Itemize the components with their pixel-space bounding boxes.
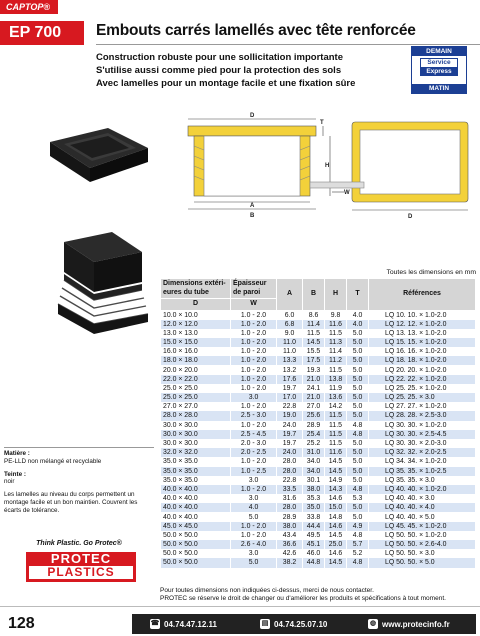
cell-a: 19.7 [277, 439, 303, 448]
feature-line: S'utilise aussi comme pied pour la protection des sols [96, 65, 342, 76]
cell-b: 35.0 [303, 503, 325, 512]
cell-h: 13.6 [325, 393, 347, 402]
cell-a: 11.0 [277, 338, 303, 347]
cell-h: 14.3 [325, 485, 347, 494]
cell-dimensions: 20.0 × 20.0 [161, 365, 231, 374]
table-row [161, 347, 476, 356]
cell-dimensions: 25.0 × 25.0 [161, 393, 231, 402]
cell-a: 33.5 [277, 485, 303, 494]
cell-h: 14.5 [325, 531, 347, 540]
cell-dimensions: 50.0 × 50.0 [161, 558, 231, 567]
cell-b: 33.8 [303, 512, 325, 521]
footer-divider [0, 606, 480, 607]
cell-t: 5.0 [347, 467, 369, 476]
cell-thickness: 1.0 - 2.0 [231, 347, 277, 356]
cell-thickness: 1.0 - 2.0 [231, 485, 277, 494]
cell-h: 11.3 [325, 338, 347, 347]
table-row [161, 365, 476, 374]
badge-express: Express [420, 68, 458, 76]
col-references: Références [369, 279, 476, 311]
cell-t: 4.0 [347, 310, 369, 320]
cell-reference: LQ 25. 25. × 1.0-2.0 [369, 384, 476, 393]
cell-h: 14.6 [325, 522, 347, 531]
cell-a: 28.0 [277, 503, 303, 512]
units-note: Toutes les dimensions en mm [386, 269, 476, 276]
cell-t: 5.0 [347, 329, 369, 338]
cell-a: 36.6 [277, 540, 303, 549]
cell-b: 49.5 [303, 531, 325, 540]
cell-dimensions: 35.0 × 35.0 [161, 457, 231, 466]
cell-h: 11.5 [325, 411, 347, 420]
table-row [161, 476, 476, 485]
series-badge: CAPTOP® [0, 0, 58, 14]
brand-logo [26, 552, 136, 582]
feature-list [96, 51, 396, 90]
cell-b: 34.0 [303, 467, 325, 476]
table-row [161, 448, 476, 457]
cell-a: 9.0 [277, 329, 303, 338]
website-link[interactable]: www.protecinfo.fr [382, 619, 450, 629]
phone-item [150, 619, 217, 629]
cell-dimensions: 28.0 × 28.0 [161, 411, 231, 420]
description: Les lamelles au niveau du corps permettent un montage facile et un bon maintien. Couvrent les écarts de tolérance. [4, 491, 138, 514]
cell-t: 4.0 [347, 320, 369, 329]
cell-t: 5.2 [347, 549, 369, 558]
cell-thickness: 2.5 - 3.0 [231, 411, 277, 420]
table-row [161, 549, 476, 558]
cell-thickness: 1.0 - 2.5 [231, 467, 277, 476]
cell-t: 4.8 [347, 421, 369, 430]
cell-reference: LQ 30. 30. × 1.0-2.0 [369, 421, 476, 430]
cell-t: 5.0 [347, 365, 369, 374]
cell-reference: LQ 27. 27. × 1.0-2.0 [369, 402, 476, 411]
cell-b: 25.2 [303, 439, 325, 448]
table-row [161, 338, 476, 347]
cell-h: 11.5 [325, 365, 347, 374]
cell-t: 5.0 [347, 512, 369, 521]
feature-line: Avec lamelles pour un montage facile et une fixation sûre [96, 78, 356, 89]
table-row [161, 402, 476, 411]
cell-thickness: 1.0 - 2.0 [231, 320, 277, 329]
cell-b: 14.5 [303, 338, 325, 347]
cell-b: 17.5 [303, 356, 325, 365]
cell-dimensions: 30.0 × 30.0 [161, 430, 231, 439]
cell-reference: LQ 18. 18. × 1.0-2.0 [369, 356, 476, 365]
table-row [161, 531, 476, 540]
cell-t: 5.0 [347, 457, 369, 466]
cell-b: 15.5 [303, 347, 325, 356]
cell-reference: LQ 40. 40. × 4.0 [369, 503, 476, 512]
dim-label-b: B [250, 213, 255, 219]
cell-thickness: 1.0 - 2.0 [231, 402, 277, 411]
contact-bar [132, 614, 476, 634]
cell-a: 24.0 [277, 448, 303, 457]
material-info [4, 447, 154, 515]
dim-label-h: H [325, 163, 330, 169]
subcol-d: D [161, 299, 231, 311]
cell-dimensions: 32.0 × 32.0 [161, 448, 231, 457]
badge-top: DEMAIN [412, 47, 466, 56]
cell-thickness: 2.5 - 4.5 [231, 430, 277, 439]
cell-reference: LQ 15. 15. × 1.0-2.0 [369, 338, 476, 347]
cell-t: 5.0 [347, 347, 369, 356]
cell-h: 9.8 [325, 310, 347, 320]
cell-b: 35.3 [303, 494, 325, 503]
cell-thickness: 3.0 [231, 393, 277, 402]
cell-reference: LQ 50. 50. × 1.0-2.0 [369, 531, 476, 540]
cell-reference: LQ 30. 30. × 2.5-4.5 [369, 430, 476, 439]
product-photo-lamellae [34, 230, 154, 345]
cell-t: 4.8 [347, 430, 369, 439]
cell-b: 25.6 [303, 411, 325, 420]
cell-reference: LQ 28. 28. × 2.5-3.0 [369, 411, 476, 420]
cell-t: 4.8 [347, 485, 369, 494]
cell-reference: LQ 35. 35. × 3.0 [369, 476, 476, 485]
cell-h: 14.6 [325, 494, 347, 503]
phone-number[interactable]: 04.74.47.12.11 [164, 619, 217, 629]
cell-thickness: 3.0 [231, 476, 277, 485]
footer-note: PROTEC se réserve le droit de changer ou d'améliorer les produits et spécifications à tout moment. [160, 595, 446, 602]
cell-dimensions: 50.0 × 50.0 [161, 540, 231, 549]
cell-reference: LQ 34. 34. × 1.0-2.0 [369, 457, 476, 466]
badge-bottom: MATIN [412, 84, 466, 93]
col-dimensions: Dimensions extéri-eures du tube [161, 279, 231, 299]
cell-b: 30.1 [303, 476, 325, 485]
cell-h: 14.5 [325, 558, 347, 567]
table-row [161, 494, 476, 503]
cell-b: 38.0 [303, 485, 325, 494]
product-code: EP 700 [0, 21, 84, 45]
cell-thickness: 1.0 - 2.0 [231, 310, 277, 320]
table-row [161, 430, 476, 439]
cell-t: 4.8 [347, 558, 369, 567]
cell-a: 11.0 [277, 347, 303, 356]
table-row [161, 310, 476, 320]
cell-reference: LQ 30. 30. × 2.0-3.0 [369, 439, 476, 448]
cell-dimensions: 18.0 × 18.0 [161, 356, 231, 365]
cell-reference: LQ 25. 25. × 3.0 [369, 393, 476, 402]
dimensions-table [160, 278, 476, 568]
cell-a: 24.0 [277, 421, 303, 430]
cell-h: 13.8 [325, 375, 347, 384]
header-divider [96, 44, 480, 45]
dim-label-a: A [250, 203, 255, 209]
cell-reference: LQ 35. 35. × 1.0-2.5 [369, 467, 476, 476]
cell-b: 21.0 [303, 375, 325, 384]
cell-dimensions: 22.0 × 22.0 [161, 375, 231, 384]
cell-thickness: 1.0 - 2.0 [231, 338, 277, 347]
table-row [161, 320, 476, 329]
cell-thickness: 1.0 - 2.0 [231, 356, 277, 365]
cell-h: 11.5 [325, 439, 347, 448]
cell-reference: LQ 20. 20. × 1.0-2.0 [369, 365, 476, 374]
cell-b: 8.6 [303, 310, 325, 320]
cell-dimensions: 16.0 × 16.0 [161, 347, 231, 356]
cell-b: 11.5 [303, 329, 325, 338]
cell-t: 5.0 [347, 384, 369, 393]
cell-a: 28.9 [277, 512, 303, 521]
cell-h: 11.6 [325, 320, 347, 329]
cell-b: 45.1 [303, 540, 325, 549]
phone-icon: ☎ [150, 620, 160, 627]
cell-thickness: 1.0 - 2.0 [231, 375, 277, 384]
cell-dimensions: 15.0 × 15.0 [161, 338, 231, 347]
cell-b: 34.0 [303, 457, 325, 466]
table-row [161, 540, 476, 549]
product-photo-top [30, 110, 160, 200]
cell-a: 38.2 [277, 558, 303, 567]
cell-b: 31.0 [303, 448, 325, 457]
cell-b: 24.1 [303, 384, 325, 393]
cell-b: 28.9 [303, 421, 325, 430]
cell-thickness: 1.0 - 2.0 [231, 365, 277, 374]
cell-t: 5.3 [347, 494, 369, 503]
cell-t: 5.0 [347, 503, 369, 512]
page-number: 128 [8, 615, 35, 632]
cell-thickness: 2.0 - 2.5 [231, 448, 277, 457]
cell-dimensions: 25.0 × 25.0 [161, 384, 231, 393]
cell-b: 25.4 [303, 430, 325, 439]
cell-dimensions: 40.0 × 40.0 [161, 503, 231, 512]
table-row [161, 522, 476, 531]
cell-a: 13.3 [277, 356, 303, 365]
cell-dimensions: 40.0 × 40.0 [161, 494, 231, 503]
cell-thickness: 5.0 [231, 558, 277, 567]
cell-t: 4.9 [347, 522, 369, 531]
cell-reference: LQ 40. 40. × 5.0 [369, 512, 476, 521]
cell-dimensions: 40.0 × 40.0 [161, 485, 231, 494]
cell-h: 11.5 [325, 421, 347, 430]
technical-drawing [180, 112, 476, 222]
cell-dimensions: 50.0 × 50.0 [161, 531, 231, 540]
cell-b: 44.8 [303, 558, 325, 567]
cell-thickness: 1.0 - 2.0 [231, 531, 277, 540]
col-a: A [277, 279, 303, 311]
cell-reference: LQ 12. 12. × 1.0-2.0 [369, 320, 476, 329]
cell-reference: LQ 50. 50. × 5.0 [369, 558, 476, 567]
subcol-w: W [231, 299, 277, 311]
cell-thickness: 4.0 [231, 503, 277, 512]
feature-line: Construction robuste pour une sollicitation importante [96, 52, 344, 63]
cell-h: 14.8 [325, 512, 347, 521]
table-row [161, 558, 476, 567]
tagline: Think Plastic. Go Protec® [36, 540, 122, 547]
table-footer [160, 587, 480, 603]
cell-a: 13.2 [277, 365, 303, 374]
col-h: H [325, 279, 347, 311]
cell-b: 19.3 [303, 365, 325, 374]
cell-dimensions: 12.0 × 12.0 [161, 320, 231, 329]
cell-dimensions: 13.0 × 13.0 [161, 329, 231, 338]
cell-h: 14.6 [325, 549, 347, 558]
cell-h: 14.9 [325, 476, 347, 485]
cell-dimensions: 45.0 × 45.0 [161, 522, 231, 531]
table-row [161, 375, 476, 384]
cell-dimensions: 10.0 × 10.0 [161, 310, 231, 320]
cell-thickness: 1.0 - 2.0 [231, 457, 277, 466]
cell-reference: LQ 40. 40. × 3.0 [369, 494, 476, 503]
cell-a: 31.6 [277, 494, 303, 503]
web-item [368, 619, 450, 629]
cell-thickness: 2.0 - 3.0 [231, 439, 277, 448]
cell-reference: LQ 50. 50. × 3.0 [369, 549, 476, 558]
dim-label-d: D [250, 113, 255, 119]
cell-t: 5.0 [347, 402, 369, 411]
cell-h: 14.2 [325, 402, 347, 411]
cell-a: 22.8 [277, 402, 303, 411]
cell-a: 28.0 [277, 457, 303, 466]
table-row [161, 457, 476, 466]
cell-t: 5.0 [347, 411, 369, 420]
cell-a: 42.6 [277, 549, 303, 558]
cell-thickness: 1.0 - 2.0 [231, 329, 277, 338]
express-service-badge [411, 46, 467, 94]
cell-a: 19.7 [277, 430, 303, 439]
cell-a: 17.0 [277, 393, 303, 402]
cell-dimensions: 35.0 × 35.0 [161, 476, 231, 485]
table-row [161, 356, 476, 365]
col-thickness: Épaisseur de paroi [231, 279, 277, 299]
col-b: B [303, 279, 325, 311]
table-row [161, 485, 476, 494]
cell-thickness: 3.0 [231, 549, 277, 558]
cell-h: 14.5 [325, 457, 347, 466]
cell-b: 11.4 [303, 320, 325, 329]
cell-t: 5.0 [347, 356, 369, 365]
cell-h: 11.5 [325, 329, 347, 338]
footer-note: Pour toutes dimensions non indiquées ci-dessus, merci de nous contacter. [160, 587, 374, 594]
cell-h: 15.0 [325, 503, 347, 512]
cell-reference: LQ 32. 32. × 2.0-2.5 [369, 448, 476, 457]
cell-thickness: 1.0 - 2.0 [231, 421, 277, 430]
cell-dimensions: 35.0 × 35.0 [161, 467, 231, 476]
material-value: PE-LLD non mélangé et recyclable [4, 457, 102, 465]
cell-dimensions: 30.0 × 30.0 [161, 421, 231, 430]
fax-icon: ▤ [261, 620, 269, 627]
globe-icon: ◍ [369, 620, 377, 627]
cell-t: 5.0 [347, 439, 369, 448]
cell-dimensions: 40.0 × 40.0 [161, 512, 231, 521]
cell-reference: LQ 16. 16. × 1.0-2.0 [369, 347, 476, 356]
table-row [161, 467, 476, 476]
logo-line1: PROTEC [50, 551, 112, 566]
cell-thickness: 5.0 [231, 512, 277, 521]
cell-t: 5.0 [347, 393, 369, 402]
table-row [161, 411, 476, 420]
page-title: Embouts carrés lamellés avec tête renforcée [96, 22, 416, 39]
material-label: Matière : [4, 450, 30, 457]
cell-reference: LQ 13. 13. × 1.0-2.0 [369, 329, 476, 338]
table-row [161, 512, 476, 521]
cell-reference: LQ 45. 45. × 1.0-2.0 [369, 522, 476, 531]
dim-label-d2: D [408, 214, 413, 220]
cell-t: 5.0 [347, 375, 369, 384]
cell-dimensions: 27.0 × 27.0 [161, 402, 231, 411]
cell-h: 11.2 [325, 356, 347, 365]
fax-item [260, 619, 327, 629]
cell-h: 11.6 [325, 448, 347, 457]
cell-a: 43.4 [277, 531, 303, 540]
cell-reference: LQ 22. 22. × 1.0-2.0 [369, 375, 476, 384]
table-row [161, 503, 476, 512]
cell-h: 11.5 [325, 430, 347, 439]
dim-label-w: W [344, 190, 350, 196]
cell-a: 28.0 [277, 467, 303, 476]
cell-t: 5.0 [347, 476, 369, 485]
cell-a: 17.6 [277, 375, 303, 384]
cell-thickness: 3.0 [231, 494, 277, 503]
table-body [161, 310, 476, 568]
cell-reference: LQ 40. 40. × 1.0-2.0 [369, 485, 476, 494]
badge-service: Service [420, 58, 458, 68]
cell-t: 5.0 [347, 338, 369, 347]
cell-a: 6.8 [277, 320, 303, 329]
cell-reference: LQ 10. 10. × 1.0-2.0 [369, 310, 476, 320]
cell-h: 11.9 [325, 384, 347, 393]
table-row [161, 384, 476, 393]
cell-h: 25.0 [325, 540, 347, 549]
cell-b: 46.0 [303, 549, 325, 558]
cell-dimensions: 50.0 × 50.0 [161, 549, 231, 558]
cell-t: 5.0 [347, 448, 369, 457]
logo-line2: PLASTICS [29, 566, 133, 579]
fax-number[interactable]: 04.74.25.07.10 [274, 619, 328, 629]
cell-a: 22.8 [277, 476, 303, 485]
cell-thickness: 2.6 - 4.0 [231, 540, 277, 549]
cell-t: 5.7 [347, 540, 369, 549]
cell-a: 6.0 [277, 310, 303, 320]
cell-a: 38.0 [277, 522, 303, 531]
cell-thickness: 1.0 - 2.0 [231, 384, 277, 393]
table-row [161, 421, 476, 430]
dim-label-t: T [320, 120, 324, 126]
table-row [161, 439, 476, 448]
cell-b: 44.4 [303, 522, 325, 531]
cell-reference: LQ 50. 50. × 2.6-4.0 [369, 540, 476, 549]
cell-a: 19.0 [277, 411, 303, 420]
table-row [161, 393, 476, 402]
cell-b: 27.0 [303, 402, 325, 411]
cell-a: 19.7 [277, 384, 303, 393]
cell-b: 21.0 [303, 393, 325, 402]
color-value: noir [4, 478, 15, 486]
color-label: Teinte : [4, 470, 26, 478]
col-t: T [347, 279, 369, 311]
table-row [161, 329, 476, 338]
cell-thickness: 1.0 - 2.0 [231, 522, 277, 531]
cell-h: 14.5 [325, 467, 347, 476]
cell-h: 11.4 [325, 347, 347, 356]
cell-t: 4.8 [347, 531, 369, 540]
cell-dimensions: 30.0 × 30.0 [161, 439, 231, 448]
